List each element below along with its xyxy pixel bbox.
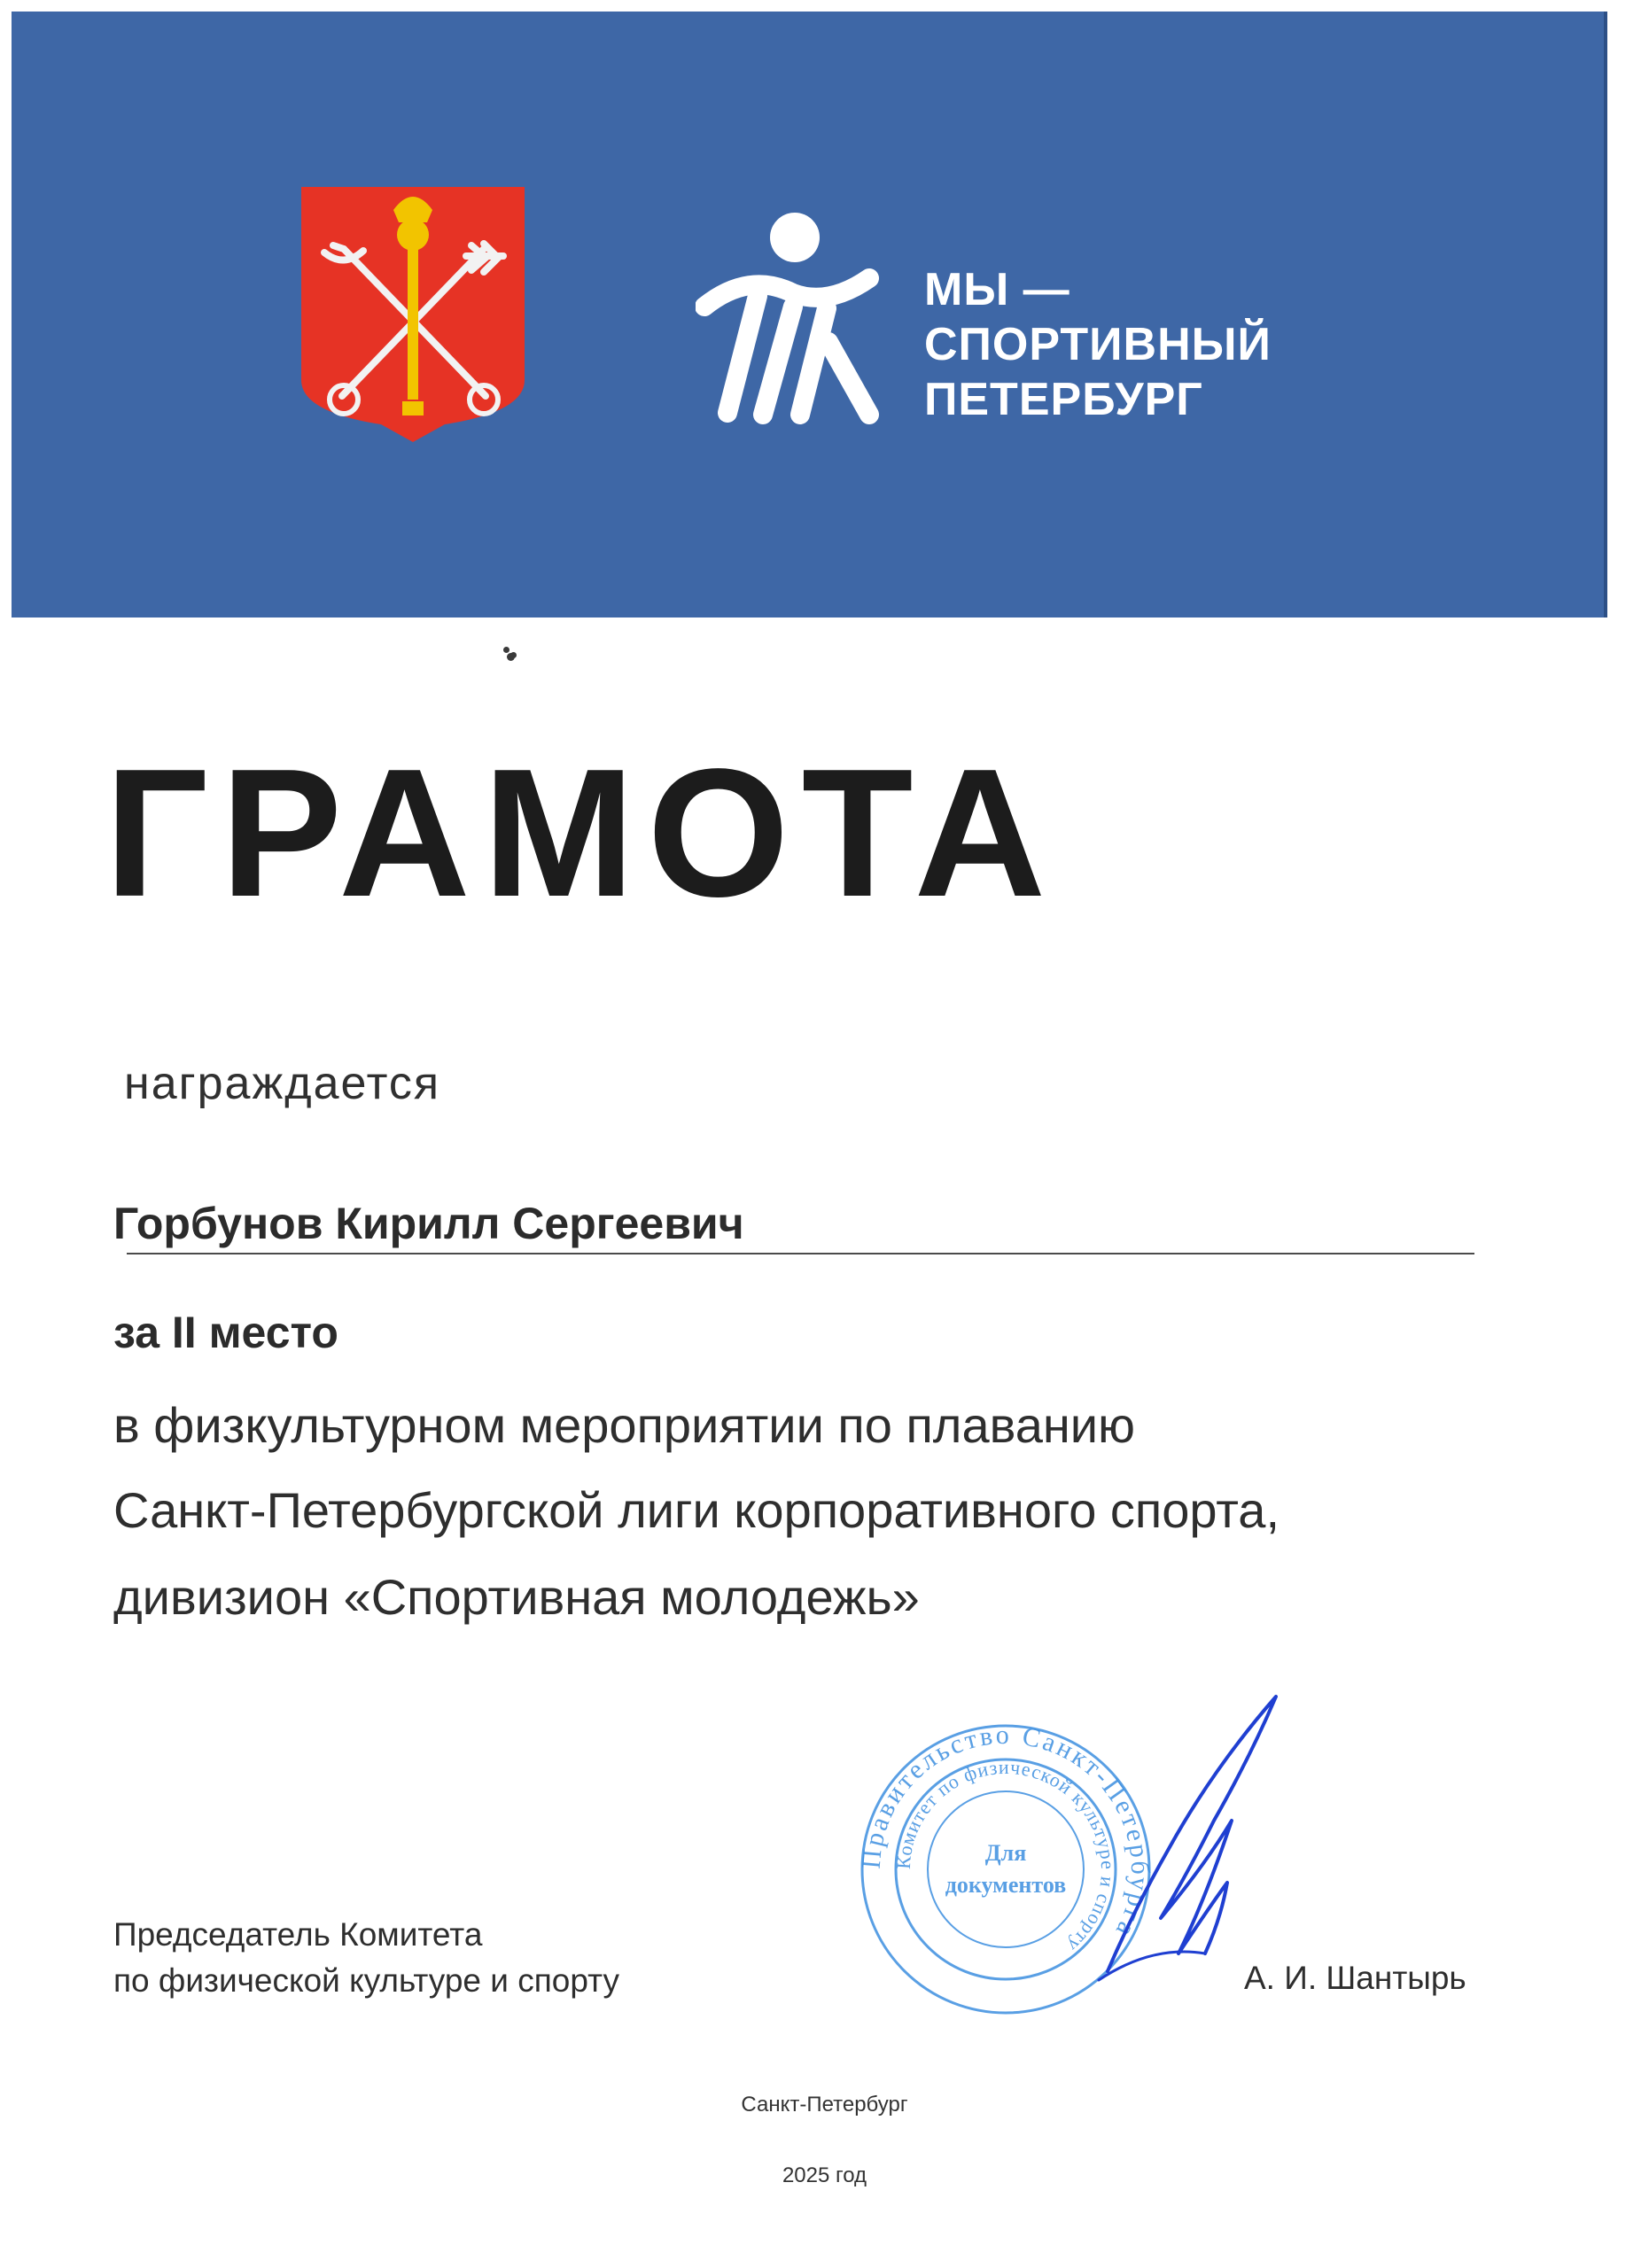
stamp-outer-text: Правительство Санкт-Петербурга xyxy=(856,1720,1155,1944)
signer-role-line: по физической культуре и спорту xyxy=(113,1962,619,1999)
awarded-label: награждается xyxy=(124,1058,441,1109)
signer-role-line: Председатель Комитета xyxy=(113,1916,483,1953)
description-line: в физкультурном мероприятии по плаванию xyxy=(113,1397,1136,1453)
logo-line: ПЕТЕРБУРГ xyxy=(924,374,1203,425)
page-title: ГРАМОТА xyxy=(105,731,1059,935)
speck xyxy=(503,647,509,653)
footer-city: Санкт-Петербург xyxy=(741,2093,908,2117)
handwritten-signature xyxy=(1072,1688,1311,1989)
signer-name: А. И. Шантырь xyxy=(1244,1960,1466,1996)
stamp-center-line: Для xyxy=(984,1840,1027,1866)
speck xyxy=(507,653,515,661)
footer-year: 2025 год xyxy=(782,2163,867,2187)
recipient-underline xyxy=(127,1253,1474,1254)
logo-text xyxy=(924,262,1314,427)
signer-role xyxy=(113,1912,619,2004)
stamp-inner-text: Комитет по физической культуре и спорту xyxy=(891,1755,1120,1958)
running-figure-logo-icon xyxy=(696,209,886,426)
description-line: Санкт-Петербургской лиги корпоративного спорта, xyxy=(113,1482,1280,1538)
description-line: дивизион «Спортивная молодежь» xyxy=(113,1569,920,1625)
award-place: за II место xyxy=(113,1308,338,1357)
stamp-center-line: документов xyxy=(945,1872,1067,1898)
st-petersburg-coat-of-arms-icon xyxy=(298,183,528,446)
logo-line: МЫ — xyxy=(924,264,1070,315)
recipient-name: Горбунов Кирилл Сергеевич xyxy=(113,1199,744,1248)
logo-line: СПОРТИВНЫЙ xyxy=(924,319,1272,370)
